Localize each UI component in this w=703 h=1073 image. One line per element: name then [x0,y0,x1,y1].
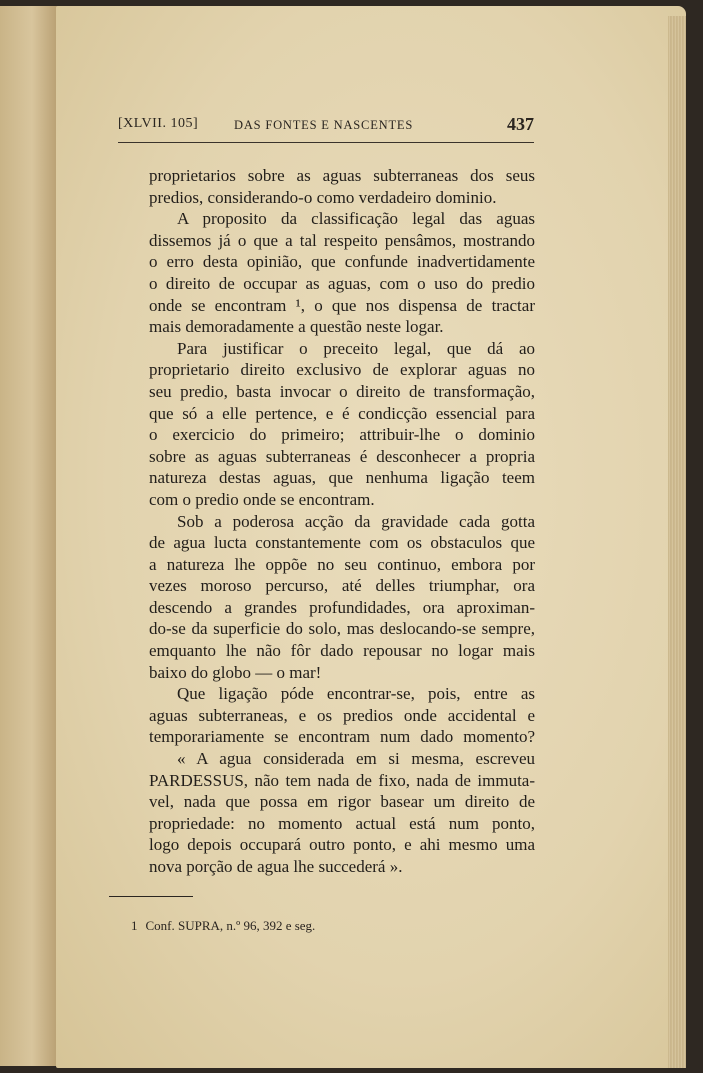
text-line: logo depois occupará outro ponto, e ahi mesmo uma [149,835,535,855]
text-line: seu predio, basta invocar o direito de transformação, [149,381,535,401]
page-number: 437 [507,114,534,134]
text-line: a natureza lhe oppõe no seu continuo, embora por [149,554,535,574]
footnote [131,918,315,934]
page-stack-edge [668,16,686,1068]
footnote-rule [109,896,193,897]
text-line: baixo do globo — o mar! [149,662,322,682]
text-line: o exercicio do primeiro; attribuir-lhe o dominio [149,425,535,445]
text-line: emquanto lhe não fôr dado repousar no logar mais [149,641,535,661]
text-line: o erro desta opinião, que confunde inadvertidamente [149,252,535,272]
text-line: PARDESSUS, não tem nada de fixo, nada de immuta- [149,770,535,790]
body-text [149,165,535,878]
previous-page-edge [0,6,60,1066]
footnote-text: Conf. SUPRA, n.º 96, 392 e seg. [145,918,316,933]
text-line: Para justificar o preceito legal, que dá ao [177,338,535,358]
text-line: natureza destas aguas, que nenhuma ligação teem [149,468,535,488]
text-line: dissemos já o que a tal respeito pensâmos, mostrando [149,230,535,250]
header-rule [118,142,534,143]
book-page [56,6,686,1068]
text-line: Que ligação póde encontrar-se, pois, entre as [177,684,535,704]
text-line: com o predio onde se encontram. [149,489,375,509]
text-line: sobre as aguas subterraneas é desconhecer a propria [149,446,535,466]
text-line: A proposito da classificação legal das aguas [177,209,535,229]
running-title: DAS FONTES E NASCENTES [234,118,414,132]
text-line: proprietario direito exclusivo de explorar aguas no [149,360,535,380]
text-line: vezes moroso percurso, até delles triumphar, ora [149,576,535,596]
text-line: onde se encontram ¹, o que nos dispensa de tractar [149,295,535,315]
text-line: descendo a grandes profundidades, ora aproximan- [149,597,535,617]
text-line: o direito de occupar as aguas, com o uso do predio [149,273,535,293]
running-header [118,114,534,138]
text-line: de agua lucta constantemente com os obstaculos que [149,533,535,553]
text-line: aguas subterraneas, e os predios onde accidental e [149,705,535,725]
text-line: vel, nada que possa em rigor basear um direito de [149,792,535,812]
text-line: do-se da superficie do solo, mas deslocando-se sempre, [149,619,535,639]
section-reference: [XLVII. 105] [118,116,199,131]
text-line: nova porção de agua lhe succederá ». [149,857,403,876]
text-line: mais demoradamente a questão neste logar. [149,317,444,337]
text-line: proprietarios sobre as aguas subterraneas dos seus [149,166,535,185]
text-line: temporariamente se encontram num dado momento? [149,727,535,747]
text-line: que só a elle pertence, e é condicção essencial para [149,403,535,423]
text-line: « A agua considerada em si mesma, escreveu [177,749,535,769]
footnote-number: 1 [131,918,138,933]
text-line: Sob a poderosa acção da gravidade cada gotta [177,511,535,531]
text-line: predios, considerando-o como verdadeiro dominio. [149,187,497,207]
text-line: propriedade: no momento actual está num ponto, [149,813,535,833]
